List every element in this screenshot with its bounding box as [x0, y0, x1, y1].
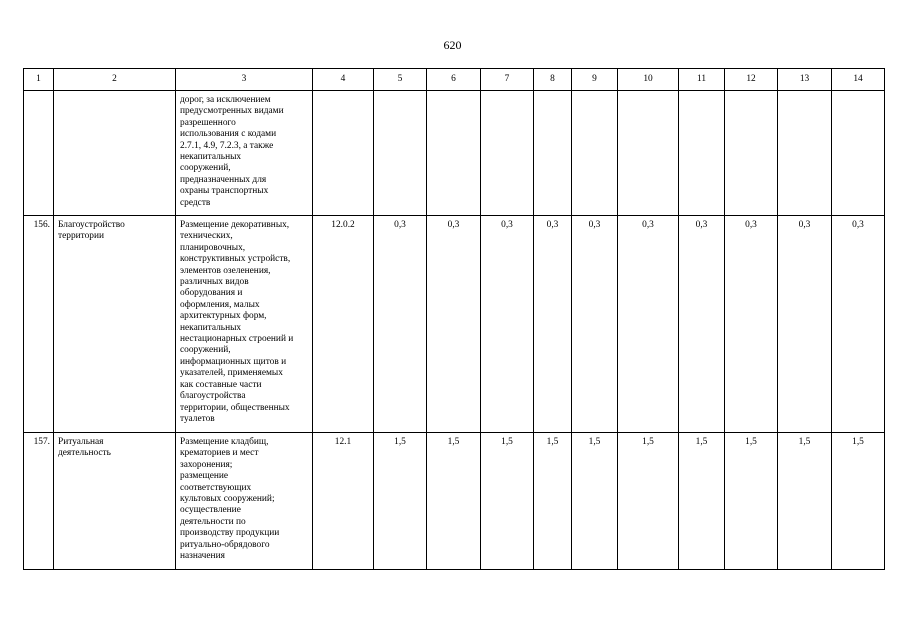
value-cell: 1,5 — [534, 433, 572, 570]
value-cell: 1,5 — [725, 433, 778, 570]
value-cell — [618, 91, 679, 216]
land-use-description: Размещение декоративных, технических, планировочных, конструктивных устройств, элементов озеленения, различных видов оборудования и оформления, малых архитектурных форм, некапитальных нестационарных строений и сооружений, информационных щитов и указателей, применяемых как составные части благоустройства территории, общественных туалетов — [176, 216, 313, 433]
table-row — [24, 91, 885, 216]
value-cell: 1,5 — [832, 433, 885, 570]
land-use-name: Благоустройство территории — [54, 216, 176, 433]
land-use-name: Ритуальная деятельность — [54, 433, 176, 570]
value-cell — [725, 91, 778, 216]
value-cell: 1,5 — [374, 433, 427, 570]
column-header-3: 3 — [176, 69, 313, 91]
column-header-12: 12 — [725, 69, 778, 91]
value-cell: 1,5 — [572, 433, 618, 570]
value-cell — [679, 91, 725, 216]
column-header-2: 2 — [54, 69, 176, 91]
value-cell: 0,3 — [534, 216, 572, 433]
value-cell: 0,3 — [481, 216, 534, 433]
land-use-code — [313, 91, 374, 216]
value-cell — [534, 91, 572, 216]
value-cell — [427, 91, 481, 216]
page-number: 620 — [443, 38, 462, 52]
column-header-14: 14 — [832, 69, 885, 91]
value-cell — [832, 91, 885, 216]
value-cell — [572, 91, 618, 216]
value-cell: 0,3 — [832, 216, 885, 433]
table-header — [24, 69, 885, 91]
value-cell: 0,3 — [572, 216, 618, 433]
column-header-9: 9 — [572, 69, 618, 91]
row-number: 156. — [24, 216, 54, 433]
land-use-code: 12.0.2 — [313, 216, 374, 433]
value-cell: 1,5 — [618, 433, 679, 570]
column-header-4: 4 — [313, 69, 374, 91]
column-header-6: 6 — [427, 69, 481, 91]
table-row — [24, 433, 885, 570]
row-number: 157. — [24, 433, 54, 570]
header-row — [24, 69, 885, 91]
value-cell: 1,5 — [427, 433, 481, 570]
value-cell: 0,3 — [778, 216, 832, 433]
column-header-8: 8 — [534, 69, 572, 91]
value-cell — [778, 91, 832, 216]
column-header-1: 1 — [24, 69, 54, 91]
column-header-7: 7 — [481, 69, 534, 91]
value-cell: 1,5 — [679, 433, 725, 570]
column-header-5: 5 — [374, 69, 427, 91]
value-cell — [374, 91, 427, 216]
value-cell: 0,3 — [725, 216, 778, 433]
value-cell: 0,3 — [374, 216, 427, 433]
land-use-description: Размещение кладбищ, крематориев и мест захоронения; размещение соответствующих культовых сооружений; осуществление деятельности по производству продукции ритуально-обрядового назначения — [176, 433, 313, 570]
land-use-code: 12.1 — [313, 433, 374, 570]
value-cell: 0,3 — [679, 216, 725, 433]
land-use-name — [54, 91, 176, 216]
column-header-11: 11 — [679, 69, 725, 91]
value-cell — [481, 91, 534, 216]
column-header-13: 13 — [778, 69, 832, 91]
column-header-10: 10 — [618, 69, 679, 91]
table-body — [24, 91, 885, 570]
value-cell: 1,5 — [481, 433, 534, 570]
table-row — [24, 216, 885, 433]
value-cell: 1,5 — [778, 433, 832, 570]
value-cell: 0,3 — [427, 216, 481, 433]
land-use-description: дорог, за исключением предусмотренных видами разрешенного использования с кодами 2.7.1, 4.9, 7.2.3, а также некапитальных сооружений, предназначенных для охраны транспортных средств — [176, 91, 313, 216]
row-number — [24, 91, 54, 216]
land-use-table — [23, 68, 885, 570]
value-cell: 0,3 — [618, 216, 679, 433]
